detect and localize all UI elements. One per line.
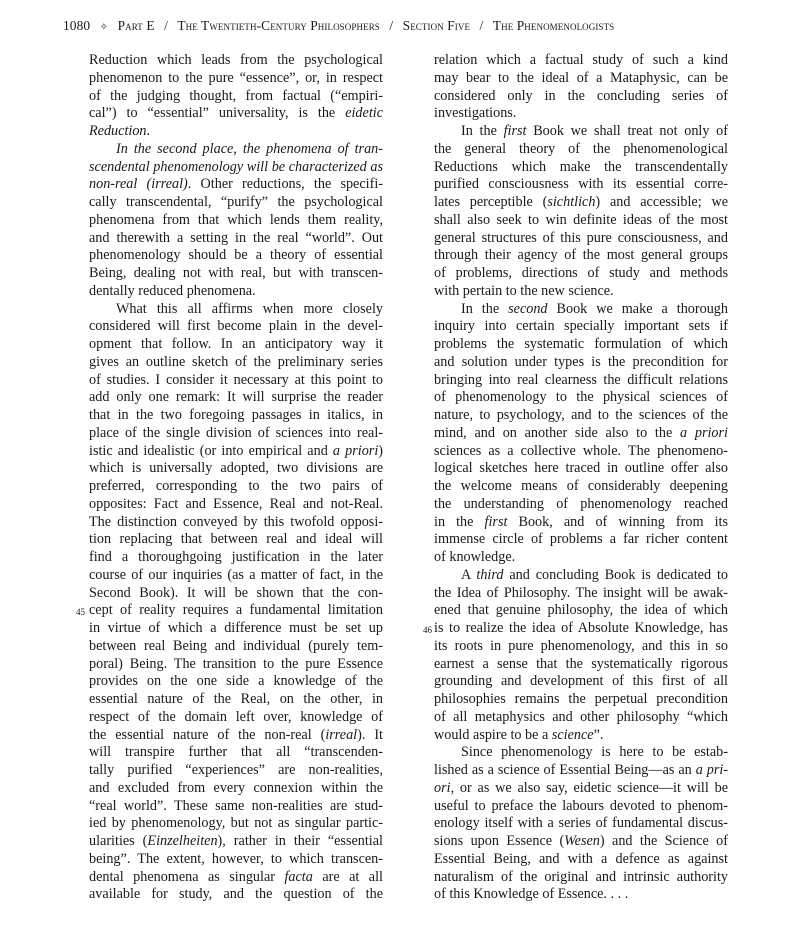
- part-label: Part E: [117, 18, 155, 33]
- diamond-ornament-icon: ✧: [99, 22, 109, 33]
- text-line: lished as a science of Essential Being—as an a pri-: [434, 762, 729, 778]
- text-line: investigations.: [434, 105, 517, 122]
- text-line: grounding and development of this first of all: [434, 673, 728, 690]
- text-line: ularities (Einzelheiten), rather in their “essential: [89, 833, 383, 849]
- text-line: the essential nature of the non-real (irreal). It: [89, 726, 383, 743]
- text-line: useful to preface the labours devoted to phenom-: [434, 797, 728, 814]
- text-line: The distinction conveyed by this twofold opposi-: [89, 513, 383, 530]
- header-separator: /: [389, 18, 394, 33]
- text-line: of the judging thought, from factual (“empiri-: [89, 87, 383, 104]
- text-line: tally purified “experiences” are non-realities,: [89, 762, 383, 778]
- text-line: philosophies remains the perpetual precondition: [434, 691, 728, 707]
- text-line: cally transcendental, “purify” the psychological: [89, 194, 383, 210]
- text-line: preferred, corresponding to the two pairs of: [89, 478, 383, 494]
- text-line: considered will first become plain in the devel-: [89, 318, 383, 335]
- text-line: sciences as a collective whole. The phenomeno-: [434, 442, 728, 459]
- text-line: the general theory of the phenomenological: [434, 140, 728, 157]
- text-line: of problems, directions of study and methods: [434, 265, 728, 281]
- text-line: Reductions which make the transcendentally: [434, 158, 728, 175]
- text-line: enology itself with a series of fundamental discus-: [434, 815, 728, 832]
- text-line: In the second place, the phenomena of tran-: [116, 140, 383, 157]
- text-line: problems the systematic formulation of which: [434, 336, 728, 352]
- text-line: Second Book). It will be shown that the con-: [89, 584, 383, 601]
- text-line: gives an outline sketch of the preliminary series: [89, 353, 383, 370]
- text-line: find a thoroughgoing justification in the later: [89, 549, 383, 565]
- text-line: opment that follow. In an anticipatory way it: [89, 336, 383, 352]
- text-line: Essential Being, and with a defence as against: [434, 850, 728, 867]
- text-line: ied by phenomenology, but not as singular partic-: [89, 815, 383, 832]
- text-line: is to realize the idea of Absolute Knowledge, has 46: [434, 620, 728, 638]
- left-text-column: [76, 52, 383, 904]
- text-line: of phenomenology to the physical sciences of: [434, 389, 728, 406]
- text-line: phenomena from that which lends them reality,: [89, 211, 383, 228]
- text-line: provides on the one side a knowledge of the: [89, 673, 383, 690]
- text-line: scendental phenomenology will be characterized as: [89, 158, 383, 175]
- text-line: A third and concluding Book is dedicated to: [461, 566, 728, 583]
- margin-number: 45: [76, 607, 85, 618]
- text-line: In the first Book we shall treat not only of: [461, 123, 728, 139]
- book-title: The Twentieth-Century Philosophers: [177, 18, 380, 33]
- text-line: bringing into real clearness the difficult relations: [434, 371, 728, 388]
- text-line: earnest a sense that the systematically rigorous: [434, 655, 728, 672]
- text-line: respect of the domain left over, knowledge of: [89, 708, 383, 725]
- right-text-column: [423, 52, 729, 904]
- text-line: immense circle of problems a far richer content: [434, 531, 728, 548]
- text-line: shall also seek to win definite ideas of the most: [434, 211, 728, 228]
- page-number: 1080: [63, 18, 91, 33]
- text-line: add only one remark: It will surprise the reader: [89, 389, 383, 406]
- text-line: poral) Being. The transition to the pure Essence: [89, 655, 383, 672]
- text-line: of all metaphysics and other philosophy “which: [434, 708, 728, 725]
- text-line: that in the two foregoing passages in italics, in: [89, 407, 383, 423]
- text-line: ori, or as we also say, eidetic science—it will be: [434, 779, 728, 796]
- text-line: place of the single division of sciences into real-: [89, 424, 383, 441]
- text-line: of knowledge.: [434, 549, 516, 565]
- text-line: between real Being and individual (purely tem-: [89, 637, 383, 654]
- chapter-title: The Phenomenologists: [492, 18, 615, 33]
- text-line: mind, and on another side also to the a priori: [434, 424, 728, 441]
- text-line: istic and idealistic (or into empirical and a priori): [89, 442, 383, 459]
- text-line: through their agency of the most general groups: [434, 247, 728, 264]
- section-label: Section Five: [402, 18, 471, 33]
- text-line: dental phenomena as singular facta are at all: [89, 868, 383, 885]
- text-line: available for study, and the question of the: [89, 886, 383, 903]
- text-line: inquiry into certain specially important sets if: [434, 318, 728, 335]
- text-line: relation which a factual study of such a kind: [434, 52, 728, 68]
- text-line: and solution under types is the precondition for: [434, 353, 728, 370]
- text-line: the Idea of Philosophy. The insight will be awak-: [434, 584, 728, 601]
- text-line: What this all affirms when more closely: [116, 300, 383, 317]
- text-line: the understanding of phenomenology reached: [434, 495, 728, 512]
- text-line: In the second Book we make a thorough: [461, 300, 728, 317]
- text-line: purified consciousness with its essential corre-: [434, 176, 728, 193]
- text-line: cept of reality requires a fundamental limitation 45: [89, 602, 383, 620]
- text-line: of studies. I consider it necessary at this point to: [89, 371, 383, 388]
- text-line: logical sketches here traced in outline offer also: [434, 460, 728, 477]
- text-line: Being, dealing not with real, but with transcen-: [89, 265, 383, 281]
- text-line: course of our inquiries (as a matter of fact, in the: [89, 566, 383, 583]
- text-line: will transpire further that all “transcenden-: [89, 744, 383, 761]
- text-line: cal”) to “essential” universality, is the eidetic: [89, 105, 383, 122]
- text-line: the welcome means of considerably deepening: [434, 478, 728, 494]
- text-line: Reduction.: [89, 123, 151, 139]
- text-line: general structures of this pure consciousness, and: [434, 229, 728, 246]
- text-line: would aspire to be a science”.: [434, 726, 604, 743]
- text-line: in the first Book, and of winning from its: [434, 513, 728, 530]
- text-line: may bear to the ideal of a Mataphysic, can be: [434, 69, 728, 86]
- text-line: naturalism of the original and intrinsic authority: [434, 868, 728, 885]
- text-line: with pertain to the new science.: [434, 282, 614, 299]
- text-line: being”. The extent, however, to which transcen-: [89, 850, 383, 867]
- text-line: essential nature of the Real, on the other, in: [89, 691, 383, 707]
- text-line: non-real (irreal). Other reductions, the specifi-: [89, 176, 383, 193]
- margin-number: 46: [423, 625, 432, 635]
- header-separator: /: [479, 18, 484, 33]
- text-line: lates perceptible (sichtlich) and accessible; we: [434, 194, 729, 210]
- text-line: and excluded from every connexion within the: [89, 779, 383, 796]
- text-line: opposites: Fact and Essence, Real and not-Real.: [89, 495, 383, 512]
- text-line: nature, to psychology, and to the sciences of the: [434, 407, 728, 423]
- running-header: [63, 18, 763, 34]
- header-separator: /: [164, 18, 168, 33]
- text-line: tion replacing that between real and ideal will: [89, 531, 383, 548]
- text-line: “real world”. These same non-realities are stud-: [89, 797, 383, 814]
- text-line: which is universally adopted, two divisions are: [89, 460, 383, 477]
- text-line: Reduction which leads from the psychological: [89, 52, 383, 68]
- text-line: and therewith a setting in the real “world”. Out: [89, 229, 383, 246]
- text-line: of this Knowledge of Essence. . . .: [434, 886, 629, 903]
- text-line: phenomenology should be a theory of essential: [89, 247, 383, 264]
- text-line: its roots in pure phenomenology, and this in so: [434, 637, 728, 654]
- text-line: considered only in the concluding series of: [434, 87, 728, 104]
- text-line: ened that genuine philosophy, the idea of which: [434, 602, 728, 619]
- text-line: sions upon Essence (Wesen) and the Science of: [434, 833, 728, 849]
- text-line: dentally reduced phenomena.: [89, 282, 256, 299]
- text-line: Since phenomenology is here to be estab-: [461, 744, 728, 761]
- text-line: in virtue of which a difference must be set up: [89, 620, 383, 636]
- text-line: phenomenon to the pure “essence”, or, in respect: [89, 69, 383, 86]
